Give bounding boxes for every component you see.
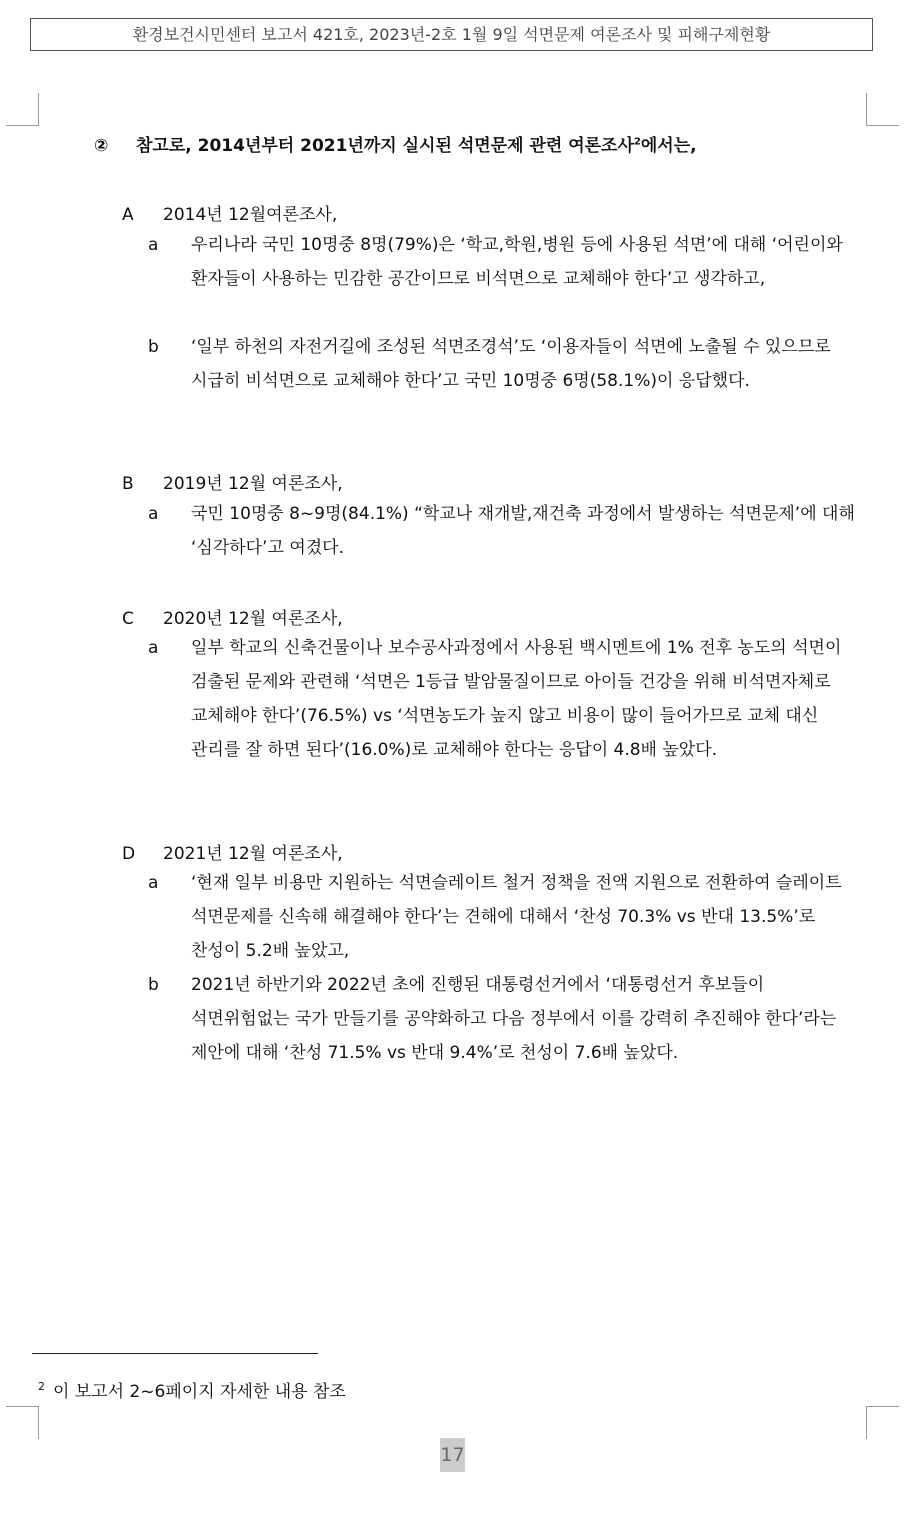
section-b-heading [122, 469, 343, 494]
section-letter: A [122, 205, 134, 225]
intro-text-end: 에서는, [640, 136, 697, 156]
section-c-heading [122, 604, 343, 629]
item-marker: a [148, 504, 159, 524]
list-item [148, 968, 863, 1070]
section-title: 2020년 12월 여론조사, [163, 609, 343, 629]
section-letter: D [122, 844, 136, 864]
item-text: 우리나라 국민 10명중 8명(79%)은 ‘학교,학원,병원 등에 사용된 석면’에 대해 ‘어린이와 환자들이 사용하는 민감한 공간이므로 비석면으로 교체해야 한다’고 생각하고, [191, 235, 843, 289]
crop-mark-top-right [866, 93, 899, 126]
crop-mark-bottom-right [866, 1406, 899, 1439]
item-marker: a [148, 873, 159, 893]
list-item [148, 330, 863, 398]
list-item [148, 866, 863, 968]
list-item [148, 497, 863, 565]
intro-marker: ② [94, 136, 109, 156]
crop-mark-bottom-left [6, 1406, 39, 1439]
footnote [38, 1377, 346, 1402]
intro-text: 참고로, 2014년부터 2021년까지 실시된 석면문제 관련 여론조사 [136, 136, 634, 156]
list-item [148, 228, 863, 296]
footnote-reference[interactable]: 2 [633, 136, 641, 148]
list-item [148, 631, 863, 767]
footnote-separator [32, 1353, 318, 1354]
section-title: 2021년 12월 여론조사, [163, 844, 343, 864]
item-text: ‘일부 하천의 자전거길에 조성된 석면조경석’도 ‘이용자들이 석면에 노출될 수 있으므로 시급히 비석면으로 교체해야 한다’고 국민 10명중 6명(58.1%)이 응답했다. [191, 337, 831, 391]
item-marker: b [148, 975, 159, 995]
section-d-heading [122, 839, 343, 864]
section-letter: B [122, 474, 134, 494]
footnote-text: 이 보고서 2~6페이지 자세한 내용 참조 [53, 1382, 346, 1402]
item-marker: a [148, 638, 159, 658]
item-text: 국민 10명중 8~9명(84.1%) “학교나 재개발,재건축 과정에서 발생하는 석면문제’에 대해 ‘심각하다’고 여겼다. [191, 504, 855, 558]
section-a-heading [122, 200, 337, 225]
running-header: 환경보건시민센터 보고서 421호, 2023년-2호 1월 9일 석면문제 여론조사 및 피해구제현황 [30, 18, 873, 51]
item-marker: b [148, 337, 159, 357]
crop-mark-top-left [6, 93, 39, 126]
item-marker: a [148, 235, 159, 255]
intro-paragraph [94, 131, 884, 156]
item-text: ‘현재 일부 비용만 지원하는 석면슬레이트 철거 정책을 전액 지원으로 전환하여 슬레이트 석면문제를 신속해 해결해야 한다’는 견해에 대해서 ‘찬성 70.3% vs 반대 13.5%’로 찬성이 5.2배 높았고, [191, 873, 842, 961]
section-letter: C [122, 609, 134, 629]
section-title: 2019년 12월 여론조사, [163, 474, 343, 494]
item-text: 2021년 하반기와 2022년 초에 진행된 대통령선거에서 ‘대통령선거 후보들이 석면위험없는 국가 만들기를 공약화하고 다음 정부에서 이를 강력히 추진해야 한다’라는 제안에 대해 ‘찬성 71.5% vs 반대 9.4%’로 천성이 7.6배 높았다. [191, 975, 837, 1063]
section-title: 2014년 12월여론조사, [163, 205, 338, 225]
footnote-number: 2 [38, 1380, 45, 1394]
page-number: 17 [440, 1438, 465, 1472]
item-text: 일부 학교의 신축건물이나 보수공사과정에서 사용된 백시멘트에 1% 전후 농도의 석면이 검출된 문제와 관련해 ‘석면은 1등급 발암물질이므로 아이들 건강을 위해 비석면자체로 교체해야 한다’(76.5%) vs ‘석면농도가 높지 않고 비용이 많이 들어가므로 교체 대신 관리를 잘 하면 된다’(16.0%)로 교체해야 한다는 응답이 4.8배 높았다. [191, 638, 842, 760]
